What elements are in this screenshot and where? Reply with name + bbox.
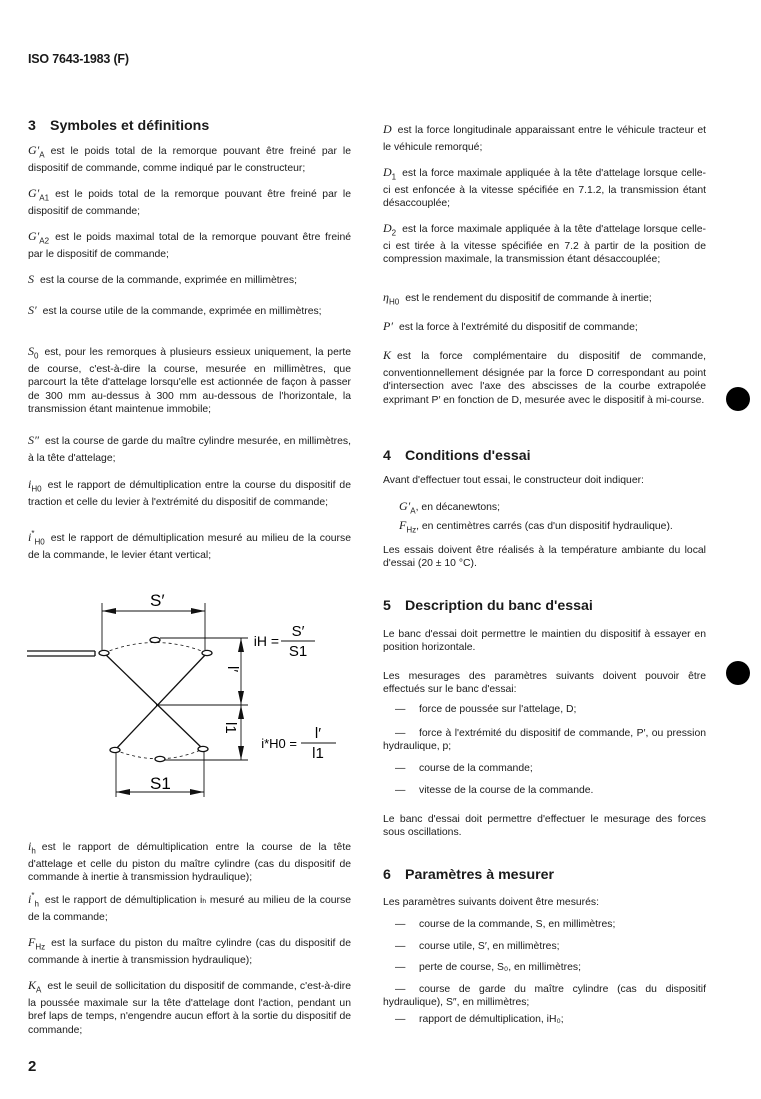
- definition-text: est la force complémentaire du dispositif de commande, conventionnellement désignée par la force D correspondant au point d'intersection avec l'axe des abscisses de la courbe extrapolée exprimant P′ en fonction de D, mesurée avec le dispositif à mi-course.: [383, 351, 706, 406]
- formula-ih-denominator: S1: [288, 643, 308, 660]
- symbol-group: [383, 122, 392, 136]
- list-item-text: vitesse de la course de la commande.: [419, 785, 594, 796]
- definition-text: est la force maximale appliquée à la tête d'attelage lorsque celle-ci est tirée à la vitesse spécifiée en 7.2 à partir de la position de compression maximale, la transmission étant désaccouplée;: [383, 224, 706, 266]
- symbol-group: [28, 978, 42, 995]
- section-number: 5: [383, 598, 391, 614]
- section-4-heading: [383, 448, 531, 464]
- list-item-text: perte de course, S₀, en millimètres;: [419, 962, 581, 973]
- formula-iho-numerator: l′: [314, 725, 322, 742]
- label-s-prime: S′: [150, 591, 165, 610]
- symbol-group: [383, 165, 397, 182]
- definition-item: [28, 183, 351, 218]
- symbol: i: [28, 530, 32, 544]
- definition-item: [28, 474, 351, 509]
- definition-item: [28, 341, 351, 416]
- formula-iho-lhs: i*H0 =: [261, 736, 297, 751]
- symbol-group: [28, 839, 36, 856]
- symbol-subscript: A: [36, 985, 42, 995]
- symbol: P′: [383, 319, 393, 333]
- definition-item: [28, 889, 351, 924]
- definition-text: est la course de la commande, exprimée en millimètres;: [40, 275, 297, 286]
- symbol-group: [383, 319, 393, 333]
- symbol: G′: [28, 229, 40, 243]
- symbol-subscript: H0: [388, 297, 400, 307]
- arc-top: [104, 643, 207, 654]
- definition-item: [28, 269, 351, 291]
- definition-text: est la surface du piston du maître cylindre (cas du dispositif de commande à inertie à transmission hydraulique);: [28, 938, 351, 966]
- list-item: [383, 1013, 706, 1026]
- section-title: Symboles et définitions: [50, 118, 210, 134]
- symbol-group: [399, 499, 416, 516]
- document-header: ISO 7643-1983 (F): [28, 52, 129, 66]
- definition-text: , en décanewtons;: [415, 502, 500, 513]
- symbol: S′: [28, 303, 37, 317]
- symbol-group: [28, 303, 37, 317]
- symbol: i: [28, 477, 32, 491]
- definition-text: est le rapport de démultiplication iₕ mesuré au milieu de la course de la commande;: [28, 895, 351, 923]
- list-item: [383, 703, 706, 716]
- symbol-subscript: 1: [391, 172, 397, 182]
- definition-item: [28, 140, 351, 175]
- definition-item: [28, 836, 351, 885]
- symbol-group: [383, 290, 400, 307]
- section-number: 6: [383, 867, 391, 883]
- section-3-heading: [28, 118, 209, 134]
- dash: —: [395, 962, 406, 973]
- paragraph: Les paramètres suivants doivent être mesurés:: [383, 897, 599, 908]
- symbol-superscript: *: [31, 891, 35, 900]
- definition-text: est le rapport de démultiplication mesuré au milieu de la course de la commande, le levier étant vertical;: [28, 533, 351, 561]
- definition-text: est le poids maximal total de la remorque pouvant être freiné par le dispositif de commande;: [28, 232, 351, 260]
- symbol: F: [28, 935, 36, 949]
- section-5-heading: [383, 598, 593, 614]
- symbol-group: [28, 143, 45, 160]
- definition-text: est le poids total de la remorque pouvant être freiné par le dispositif de commande, comme indiqué par le constructeur;: [28, 146, 351, 174]
- symbol-subscript: h: [31, 846, 36, 856]
- section-title: Description du banc d'essai: [405, 598, 593, 614]
- dash: —: [395, 1014, 406, 1025]
- symbol-subscript: H0: [31, 484, 42, 494]
- symbol: K: [383, 348, 392, 362]
- definition-item: [28, 226, 351, 261]
- section-title: Paramètres à mesurer: [405, 867, 555, 883]
- definition-item: [383, 287, 706, 309]
- symbol-subscript: Hz: [406, 525, 417, 535]
- paragraph: Le banc d'essai doit permettre le maintien du dispositif à essayer en position horizontale.: [383, 629, 706, 654]
- page-number: 2: [28, 1058, 37, 1075]
- definition-item: [383, 218, 706, 267]
- definition-text: est le rendement du dispositif de commande à inertie;: [405, 293, 652, 304]
- lever-arm: [115, 653, 207, 750]
- label-l-prime: l′: [224, 666, 241, 673]
- list-item-text: course de la commande, S, en millimètres;: [419, 919, 616, 930]
- symbol-subscript: H0: [34, 537, 45, 547]
- parameter-item: [383, 515, 706, 537]
- definition-item: [383, 119, 706, 154]
- symbol-group: [28, 272, 34, 286]
- list-item-text: force à l'extrémité du dispositif de commande, P′, ou pression hydraulique, p;: [383, 728, 706, 753]
- label-s1: S1: [150, 774, 171, 793]
- symbol-subscript: A2: [39, 236, 50, 246]
- section-6-heading: [383, 867, 554, 883]
- dash: —: [395, 763, 406, 774]
- definition-text: est la course utile de la commande, exprimée en millimètres;: [42, 306, 322, 317]
- symbol-superscript: *: [31, 529, 35, 538]
- dash: —: [395, 941, 406, 952]
- section-title: Conditions d'essai: [405, 448, 531, 464]
- punch-hole: [726, 387, 750, 411]
- dash: —: [395, 984, 406, 995]
- formula-ih-numerator: S′: [291, 623, 305, 640]
- definition-text: est, pour les remorques à plusieurs essieux uniquement, la perte de course, c'est-à-dire la course, mesurée en millimètres, que parcourt la tête d'attelage lorsqu'elle est actionnée de façon à passer de 300 mm au-dessus à 300 mm au-dessous de l'horizontale, la transmission étant maintenue immobile;: [28, 347, 351, 416]
- formula-iho-denominator: l1: [312, 745, 324, 762]
- label-l1: l1: [222, 722, 239, 734]
- symbol-subscript: A: [410, 506, 416, 516]
- dash: —: [395, 728, 406, 739]
- paragraph: Le banc d'essai doit permettre d'effectuer le mesurage des forces sous oscillations.: [383, 814, 706, 839]
- symbol-group: [28, 935, 46, 952]
- symbol-subscript: A: [39, 150, 45, 160]
- list-item-text: rapport de démultiplication, iH₀;: [419, 1014, 564, 1025]
- lever-arm: [104, 653, 203, 749]
- definition-item: [383, 162, 706, 211]
- symbol: K: [28, 978, 37, 992]
- section-number: 3: [28, 118, 36, 134]
- symbol-group: [28, 891, 39, 909]
- symbol-subscript: 0: [34, 351, 39, 361]
- paragraph: Les essais doivent être réalisés à la température ambiante du local d'essai (20 ± 10 °C).: [383, 545, 706, 570]
- list-item: [383, 961, 706, 974]
- symbol: η: [383, 290, 389, 304]
- definition-text: est le poids total de la remorque pouvant être freiné par le dispositif de commande;: [28, 189, 351, 217]
- section-number: 4: [383, 448, 391, 464]
- symbol-group: [28, 433, 39, 447]
- paragraph: Avant d'effectuer tout essai, le constructeur doit indiquer:: [383, 475, 644, 486]
- symbol: D: [383, 221, 392, 235]
- symbol: F: [399, 518, 407, 532]
- list-item: [383, 983, 706, 1010]
- symbol-group: [383, 348, 391, 362]
- definition-item: [28, 932, 351, 967]
- symbol-group: [28, 344, 39, 361]
- symbol: G′: [399, 499, 411, 513]
- symbol-group: [28, 186, 50, 203]
- symbol: i: [28, 892, 32, 906]
- symbol-group: [28, 229, 50, 246]
- definition-item: [28, 430, 351, 465]
- punch-hole: [726, 661, 750, 685]
- paragraph: Les mesurages des paramètres suivants doivent pouvoir être effectués sur le banc d'essai:: [383, 671, 706, 696]
- symbol-subscript: A1: [39, 193, 50, 203]
- symbol-group: [399, 518, 417, 535]
- definition-text: est la force à l'extrémité du dispositif de commande;: [398, 322, 638, 333]
- definition-item: [28, 975, 351, 1037]
- definition-item: [28, 527, 351, 562]
- definition-text: est le rapport de démultiplication entre la course de la tête d'attelage et celle du piston du maître cylindre (cas du dispositif de commande à inertie à transmission hydraulique);: [28, 842, 351, 884]
- symbol-group: [28, 477, 42, 494]
- symbol: i: [28, 839, 32, 853]
- symbol: G′: [28, 186, 40, 200]
- definition-item: [383, 345, 706, 407]
- definition-text: , en centimètres carrés (cas d'un dispositif hydraulique).: [416, 521, 673, 532]
- dash: —: [395, 704, 406, 715]
- list-item: [383, 727, 706, 754]
- symbol-group: [383, 221, 397, 238]
- definition-text: est le seuil de sollicitation du dispositif de commande, c'est-à-dire la poussée maximale sur la tête d'attelage dont l'action, pendant un bref laps de temps, n'engendre aucun effort à la sortie du dispositif de commande;: [28, 981, 351, 1036]
- symbol: D: [383, 122, 392, 136]
- symbol-group: [28, 529, 45, 547]
- symbol: S: [28, 344, 34, 358]
- formula-ih-lhs: iH =: [253, 633, 279, 649]
- symbol: S: [28, 272, 34, 286]
- symbol: D: [383, 165, 392, 179]
- definition-item: [28, 300, 351, 322]
- list-item-text: force de poussée sur l'attelage, D;: [419, 704, 577, 715]
- symbol: S″: [28, 433, 39, 447]
- symbol-subscript: h: [34, 899, 39, 909]
- symbol-subscript: 2: [391, 228, 397, 238]
- list-item-text: course de garde du maître cylindre (cas du dispositif hydraulique), S″, en millimètres;: [383, 984, 706, 1009]
- list-item: [383, 762, 706, 775]
- symbol-subscript: Hz: [35, 942, 46, 952]
- list-item: [383, 918, 706, 931]
- list-item-text: course de la commande;: [419, 763, 533, 774]
- list-item: [383, 940, 706, 953]
- definition-text: est la force maximale appliquée à la tête d'attelage lorsque celle-ci est enfoncée à la vitesse spécifiée en 7.1.2, la transmission étant désaccouplée;: [383, 168, 706, 210]
- definition-item: [383, 316, 706, 338]
- lever-ratio-diagram: [0, 570, 380, 830]
- definition-text: est la force longitudinale apparaissant entre le véhicule tracteur et le véhicule remorqué;: [383, 125, 706, 153]
- list-item: [383, 784, 706, 797]
- dash: —: [395, 785, 406, 796]
- definition-text: est la course de garde du maître cylindre mesurée, en millimètres, à la tête d'attelage;: [28, 436, 351, 464]
- dash: —: [395, 919, 406, 930]
- list-item-text: course utile, S′, en millimètres;: [419, 941, 560, 952]
- definition-text: est le rapport de démultiplication entre la course du dispositif de traction et celle du levier à l'extrémité du dispositif de commande;: [28, 480, 351, 508]
- symbol: G′: [28, 143, 40, 157]
